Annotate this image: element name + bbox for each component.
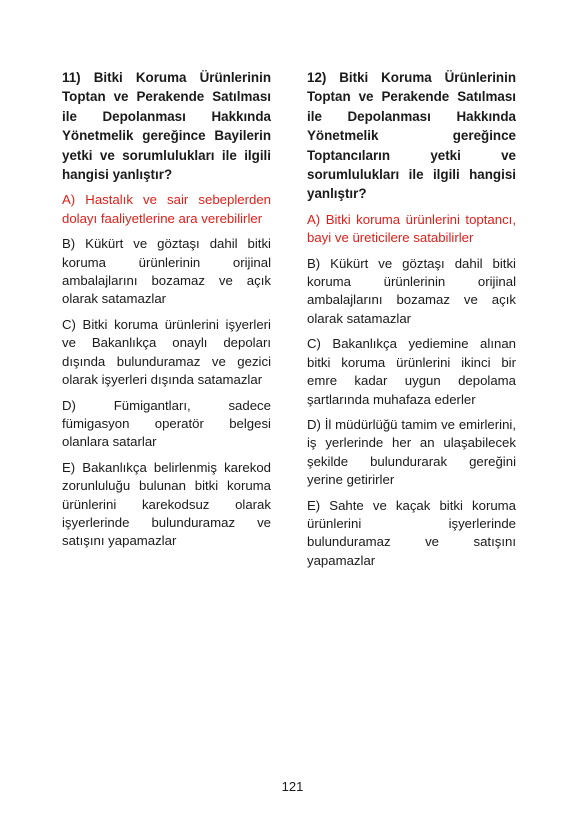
question-12-option-d: D) İl müdürlüğü tamim ve emirlerini, iş yerlerinde her an ulaşabilecek şekilde bulundurarak gereğini yerine getirirler xyxy=(307,416,516,488)
question-11-option-e: E) Bakanlıkça belirlenmiş karekod zorunluluğu bulunan bitki koruma ürünlerini karekodsuz olarak işyerlerinde bulunduramaz ve satışını yapamazlar xyxy=(62,459,271,549)
question-11-option-a: A) Hastalık ve sair sebeplerden dolayı faaliyetlerine ara verebilirler xyxy=(62,192,271,226)
question-12-option-e: E) Sahte ve kaçak bitki koruma ürünlerini işyerlerinde bulunduramaz ve satışını yapamazlar xyxy=(307,497,516,568)
question-12-option-b: B) Kükürt ve göztaşı dahil bitki koruma ürünlerinin orijinal ambalajlarını bozamaz ve açık olarak satamazlar xyxy=(307,255,516,326)
question-11-option-c: C) Bitki koruma ürünlerini işyerleri ve Bakanlıkça onaylı depoları dışında bulunduramaz ve gezici olarak işyerleri dışında satamazlar xyxy=(62,316,271,388)
question-12-option-c: C) Bakanlıkça yediemine alınan bitki koruma ürünlerini ikinci bir emre kadar uygun depolama şartlarında muhafaza ederler xyxy=(307,336,516,407)
question-11-option-d: D) Fümigantları, sadece fümigasyon operatör belgesi olanlara satarlar xyxy=(62,397,271,450)
question-11 xyxy=(62,68,271,558)
question-12 xyxy=(307,68,516,577)
question-11-text: 11) Bitki Koruma Ürünlerinin Toptan ve Perakende Satılması ile Depolanması Hakkında Yönetmelik gereğince Bayilerin yetki ve sorumlulukları ile ilgili hangisi yanlıştır? xyxy=(62,70,271,183)
question-12-text: 12) Bitki Koruma Ürünlerinin Toptan ve Perakende Satılması ile Depolanması Hakkında Yönetmelik gereğince Toptancıların yetki ve sorumlulukları ile ilgili hangisi yanlıştır? xyxy=(307,70,516,202)
question-12-option-a: A) Bitki koruma ürünlerini toptancı, bayi ve üreticilere satabilirler xyxy=(307,211,516,246)
question-11-option-b: B) Kükürt ve göztaşı dahil bitki koruma ürünlerinin orijinal ambalajlarını bozamaz ve açık olarak satamazlar xyxy=(62,236,271,307)
page-number: 121 xyxy=(281,779,304,794)
